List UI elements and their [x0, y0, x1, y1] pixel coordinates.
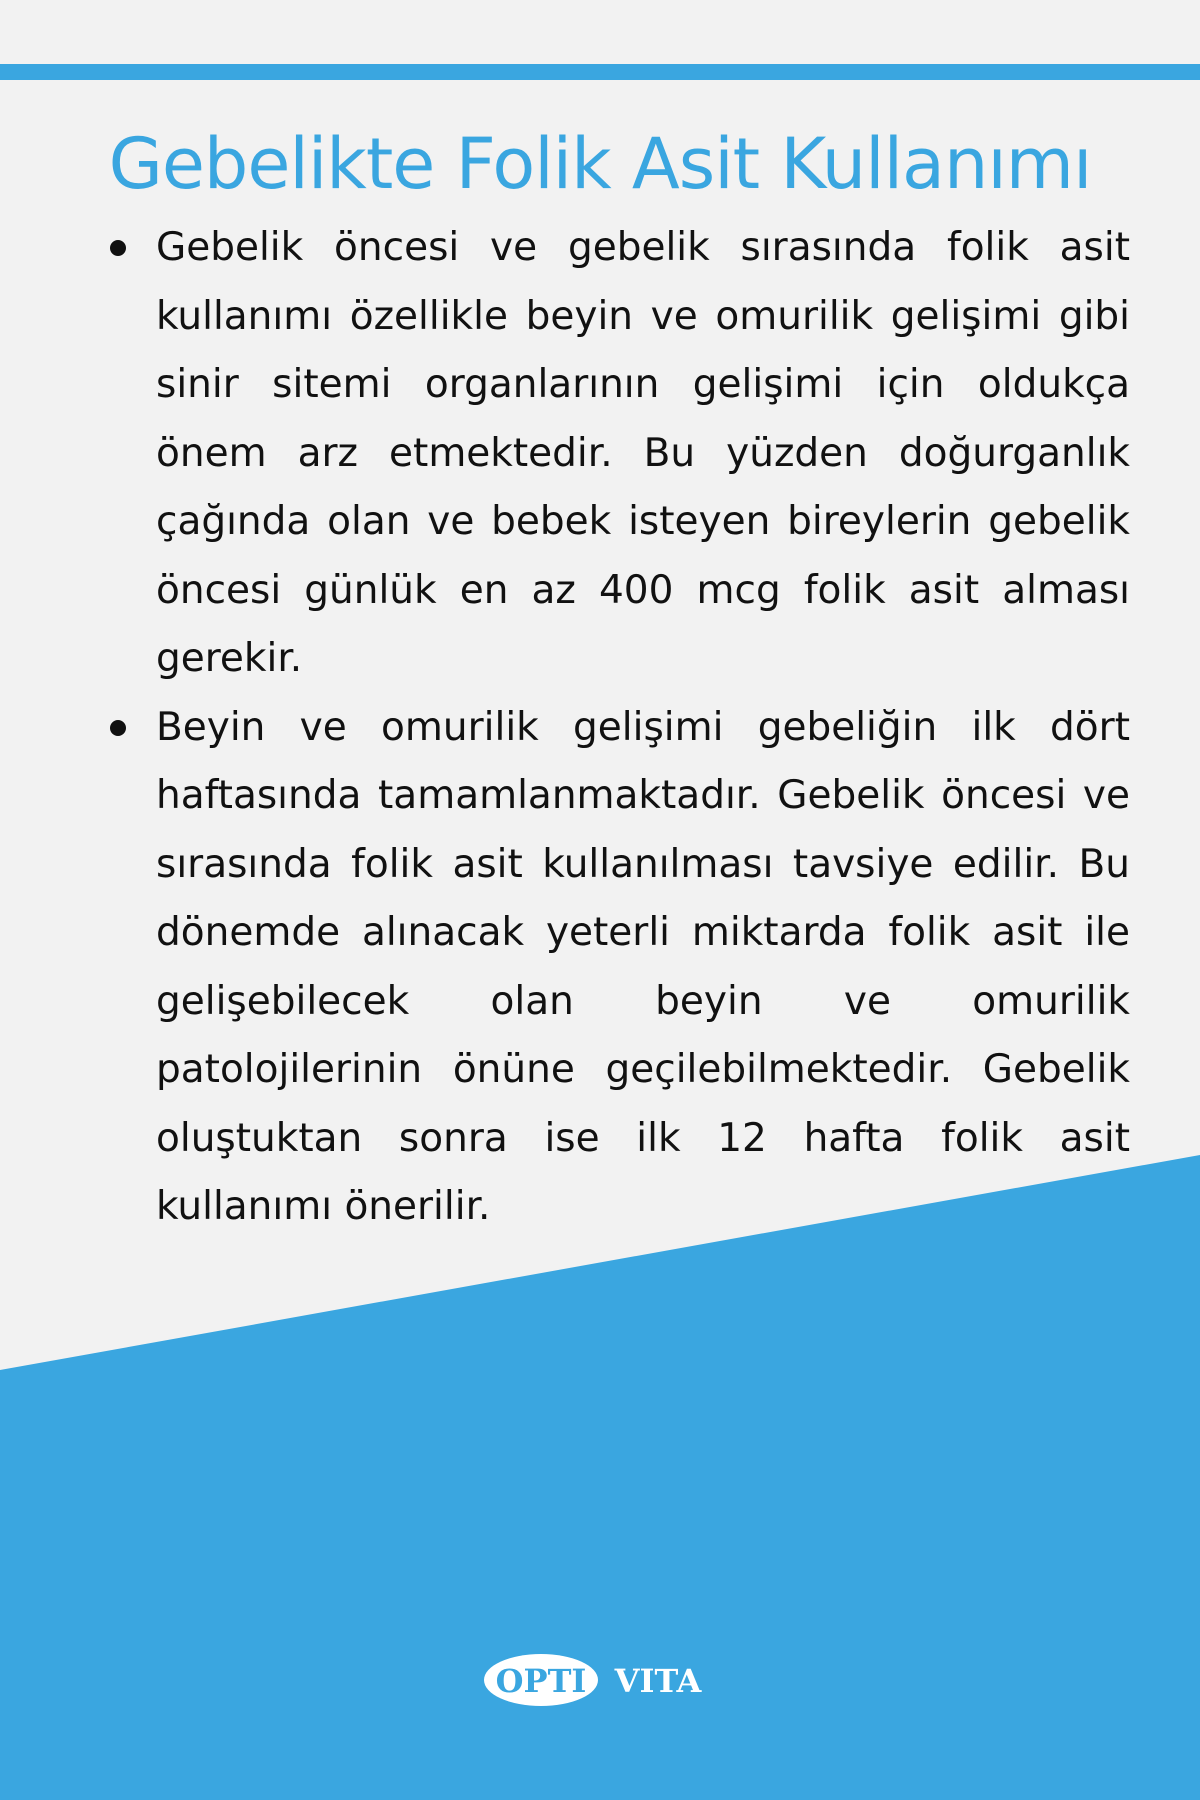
bullet-item	[106, 694, 1130, 1242]
page-title: Gebelikte Folik Asit Kullanımı	[108, 123, 1092, 205]
bullet-text: Beyin ve omurilik gelişimi gebeliğin ilk dört haftasında tamamlanmaktadır. Gebelik öncesi ve sırasında folik asit kullanılması tavsiye edilir. Bu dönemde alınacak yeterli miktarda folik asit ile gelişebilecek olan beyin ve omurilik patolojilerinin önüne geçilebilmektedir. Gebelik oluştuktan sonra ise ilk 12 hafta folik asit kullanımı önerilir.	[156, 704, 1130, 1229]
logo-text-part1: OPTI	[495, 1662, 587, 1700]
bullet-list	[106, 214, 1130, 1242]
bullet-dot-icon	[110, 720, 126, 736]
bullet-dot-icon	[110, 240, 126, 256]
optivita-logo	[0, 1648, 1200, 1712]
optivita-logo-icon	[480, 1648, 720, 1712]
logo-text-part2: VITA	[614, 1662, 702, 1700]
bullet-item	[106, 214, 1130, 694]
bullet-text: Gebelik öncesi ve gebelik sırasında folik asit kullanımı özellikle beyin ve omurilik gelişimi gibi sinir sitemi organlarının gelişimi için oldukça önem arz etmektedir. Bu yüzden doğurganlık çağında olan ve bebek isteyen bireylerin gebelik öncesi günlük en az 400 mcg folik asit alması gerekir.	[156, 225, 1130, 681]
